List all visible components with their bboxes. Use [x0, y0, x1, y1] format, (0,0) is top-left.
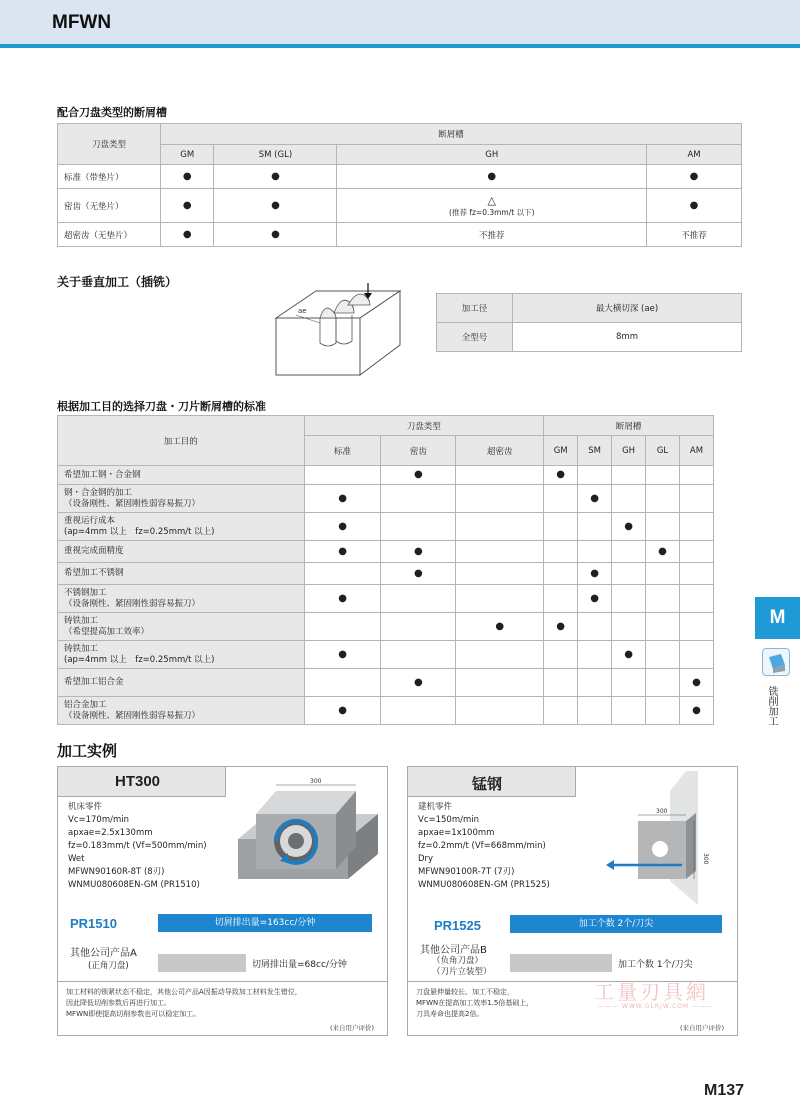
table-cell	[679, 563, 713, 585]
ae-label: ae	[298, 307, 307, 315]
table-cell: ●	[578, 585, 612, 613]
table-cell	[304, 613, 381, 641]
table-cell: ●	[381, 669, 456, 697]
table-cell: ●	[381, 466, 456, 485]
col-breaker: 断屑槽	[161, 124, 742, 145]
side-tab-m[interactable]: M	[755, 597, 800, 639]
table-cell	[304, 466, 381, 485]
table-cell	[578, 641, 612, 669]
table-cell	[456, 466, 544, 485]
plunge-table	[436, 293, 742, 352]
table-row: 希望加工钢・合金钢 ● ●	[58, 466, 714, 485]
col-fine: 密齿	[381, 436, 456, 466]
table-cell: ●	[381, 541, 456, 563]
material-name: HT300	[115, 773, 161, 790]
page-number: M137	[704, 1082, 745, 1099]
col-gl: GL	[646, 436, 680, 466]
competitor-bar	[158, 954, 246, 972]
side-tab-label: 铣削加工	[766, 686, 777, 726]
product-name: PR1510	[70, 916, 117, 931]
table-cell: ●	[679, 697, 713, 725]
table-cell	[456, 585, 544, 613]
col-gm: GM	[544, 436, 578, 466]
table-cell	[612, 669, 646, 697]
competitor-label: 其他公司产品A (正角刀盘)	[70, 948, 137, 971]
workpiece-illustration	[228, 769, 383, 907]
card-notes: 刀盘悬伸量较长、加工不稳定， MFWN在提高加工效率1.5倍基础上， 刀具寿命也提高2倍。	[416, 988, 534, 1018]
table-row: 铸铁加工 （希望提高加工效率） ● ●	[58, 613, 714, 641]
col-cutter-type: 刀盘类型	[304, 416, 544, 436]
col-extra-fine: 超密齿	[456, 436, 544, 466]
table-cell	[646, 697, 680, 725]
table-cell	[544, 585, 578, 613]
table-cell	[679, 466, 713, 485]
source-note: (来自用户评价)	[680, 1024, 725, 1032]
col-gh: GH	[337, 145, 647, 165]
table-cell	[612, 485, 646, 513]
plunge-milling-illustration	[268, 283, 408, 378]
table-cell	[544, 669, 578, 697]
col-sm: SM (GL)	[214, 145, 337, 165]
col-am: AM	[647, 145, 742, 165]
table-cell: ●	[612, 641, 646, 669]
section3-title: 根据加工目的选择刀盘・刀片断屑槽的标准	[57, 400, 266, 413]
table-cell	[679, 585, 713, 613]
table-cell: ●	[456, 613, 544, 641]
table-cell	[544, 641, 578, 669]
page-title: MFWN	[52, 12, 112, 33]
table-cell: ●	[304, 697, 381, 725]
col-breaker: 断屑槽	[544, 416, 714, 436]
table-row: 密齿（无垫片） ● ● △ (推荐 fz=0.3mm/t 以下) ●	[58, 189, 742, 223]
table-cell	[544, 541, 578, 563]
table-cell: ●	[304, 513, 381, 541]
table-cell	[544, 697, 578, 725]
table-cell	[679, 541, 713, 563]
source-note: (来自用户评价)	[330, 1024, 375, 1032]
col-standard: 标准	[304, 436, 381, 466]
table-cell	[456, 485, 544, 513]
col-max-ae: 最大横切深 (ae)	[513, 294, 742, 323]
col-purpose: 加工目的	[58, 416, 305, 466]
table-cell	[456, 697, 544, 725]
dimension-label: 300	[310, 778, 322, 785]
table-cell	[612, 585, 646, 613]
table-row: 希望加工铝合金 ● ●	[58, 669, 714, 697]
table-cell: ●	[304, 485, 381, 513]
material-name: 锰钢	[472, 776, 503, 793]
col-cutter-type: 刀盘类型	[58, 124, 161, 165]
competitor-value: 切屑排出量=68cc/分钟	[252, 960, 347, 970]
table-cell	[578, 613, 612, 641]
table-cell	[456, 641, 544, 669]
product-name: PR1525	[434, 918, 481, 933]
competitor-bar	[510, 954, 612, 972]
table-row: 标准（带垫片） ● ● ● ●	[58, 165, 742, 189]
breaker-by-cutter-table	[57, 123, 742, 247]
section2-title: 关于垂直加工（插铣）	[57, 275, 178, 289]
table-cell: ●	[612, 513, 646, 541]
table-row: 铸铁加工 (ap=4mm 以上 fz=0.25mm/t 以上) ● ●	[58, 641, 714, 669]
example-card-ht300	[57, 766, 388, 1036]
table-cell	[381, 513, 456, 541]
table-row: 全型号 8mm	[437, 323, 742, 352]
competitor-value: 加工个数 1个/刀尖	[618, 960, 693, 970]
col-am: AM	[679, 436, 713, 466]
table-cell	[456, 563, 544, 585]
spec-list: 机床零件 Vc=170m/min apxae=2.5x130mm fz=0.183mm/t (Vf=500mm/min) Wet MFWN90160R-8T (8刃) WNMU080608EN-GM (PR1510)	[68, 802, 207, 890]
table-cell	[679, 513, 713, 541]
table-cell: ●	[304, 641, 381, 669]
table-row: 重视运行成本 (ap=4mm 以上 fz=0.25mm/t 以上) ● ●	[58, 513, 714, 541]
watermark-logo: 工量刃具網	[594, 980, 709, 1004]
table-row: 超密齿（无垫片） ● ● 不推荐 不推荐	[58, 223, 742, 247]
col-gh: GH	[612, 436, 646, 466]
table-cell	[646, 613, 680, 641]
table-row: 不锈钢加工 （设备刚性、紧固刚性弱容易振刀） ● ●	[58, 585, 714, 613]
table-cell	[578, 466, 612, 485]
milling-icon	[762, 648, 790, 676]
table-cell	[304, 563, 381, 585]
table-cell	[381, 641, 456, 669]
watermark-url: ——— WWW.GLRJW.COM ———	[598, 1003, 714, 1010]
table-cell	[544, 563, 578, 585]
col-diameter: 加工径	[437, 294, 513, 323]
table-row: 重视完成面精度 ● ● ●	[58, 541, 714, 563]
table-cell	[612, 541, 646, 563]
table-cell	[612, 466, 646, 485]
selection-table	[57, 415, 714, 725]
table-cell	[381, 697, 456, 725]
table-cell	[578, 669, 612, 697]
table-cell	[679, 641, 713, 669]
table-cell	[578, 541, 612, 563]
table-cell	[456, 513, 544, 541]
section1-title: 配合刀盘类型的断屑槽	[57, 106, 167, 119]
table-cell	[646, 669, 680, 697]
page-header	[0, 0, 800, 48]
table-cell: ●	[679, 669, 713, 697]
dimension-label-side: 300	[702, 853, 709, 865]
table-cell	[544, 513, 578, 541]
card-notes: 加工材料的锁紧状态不稳定，其他公司产品A因振动导致加工材料发生错位， 因此降低切削参数后再进行加工。 MFWN即使提高切削参数也可以稳定加工。	[66, 988, 302, 1018]
table-cell: ●	[544, 613, 578, 641]
table-cell: ●	[578, 563, 612, 585]
table-cell	[679, 485, 713, 513]
section4-title: 加工实例	[57, 742, 118, 760]
table-cell	[646, 641, 680, 669]
table-cell	[578, 697, 612, 725]
table-row: 铝合金加工 （设备刚性、紧固刚性弱容易振刀） ● ●	[58, 697, 714, 725]
table-cell	[304, 669, 381, 697]
workpiece-illustration	[598, 769, 733, 909]
spec-list: 建机零件 Vc=150m/min apxae=1x100mm fz=0.2mm/t (Vf=668mm/min) Dry MFWN90100R-7T (7刃) WNMU080608EN-GM (PR1525)	[418, 802, 550, 890]
table-cell: ●	[646, 541, 680, 563]
table-row: 钢・合金钢的加工 （设备刚性、紧固刚性弱容易振刀） ● ●	[58, 485, 714, 513]
col-sm: SM	[578, 436, 612, 466]
chip-removal-bar: 切屑排出量=163cc/分钟	[158, 914, 372, 932]
table-cell	[381, 613, 456, 641]
table-cell	[456, 669, 544, 697]
table-cell: ●	[544, 466, 578, 485]
table-row: 希望加工不锈钢 ● ●	[58, 563, 714, 585]
table-cell	[578, 513, 612, 541]
table-cell: ●	[304, 585, 381, 613]
table-cell	[612, 563, 646, 585]
table-cell	[544, 485, 578, 513]
table-cell: ●	[578, 485, 612, 513]
table-cell	[612, 697, 646, 725]
table-cell	[646, 466, 680, 485]
table-cell	[381, 485, 456, 513]
competitor-label: 其他公司产品B （负角刀盘） （刀片立装型）	[420, 945, 492, 977]
table-cell	[646, 585, 680, 613]
col-gm: GM	[161, 145, 214, 165]
table-cell	[646, 485, 680, 513]
parts-count-bar: 加工个数 2个/刀尖	[510, 915, 722, 933]
dimension-label-top: 300	[656, 808, 668, 815]
table-cell	[646, 563, 680, 585]
table-cell	[381, 585, 456, 613]
table-cell: ●	[304, 541, 381, 563]
table-cell	[646, 513, 680, 541]
table-cell: ●	[381, 563, 456, 585]
table-cell	[612, 613, 646, 641]
table-cell	[456, 541, 544, 563]
table-cell	[679, 613, 713, 641]
